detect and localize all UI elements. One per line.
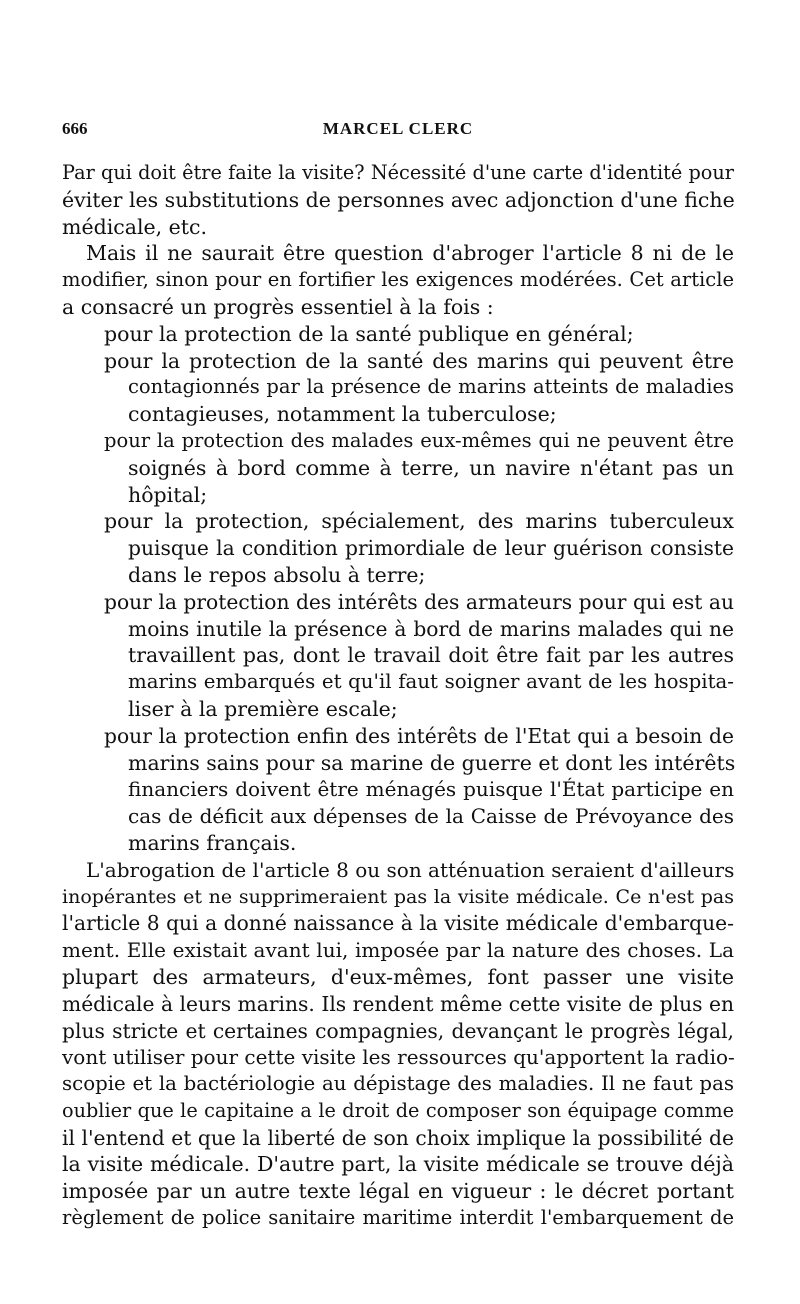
text-line: marins français. — [128, 830, 297, 855]
text-line: financiers doivent être ménagés puisque l'État participe en — [128, 777, 734, 802]
text-line: marins sains pour sa marine de guerre et dont les intérêts — [128, 750, 736, 775]
text-line: plupart des armateurs, d'eux-mêmes, font passer une visite — [62, 964, 734, 989]
text-line: la visite médicale. D'autre part, la visite médicale se trouve déjà — [62, 1152, 734, 1177]
text-line: L'abrogation de l'article 8 ou son atténuation seraient d'ailleurs — [86, 857, 735, 882]
text-line: règlement de police sanitaire maritime interdit l'embarquement de — [62, 1206, 734, 1230]
text-line: l'article 8 qui a donné naissance à la visite médicale d'embarque- — [62, 911, 734, 936]
text-line: cas de déficit aux dépenses de la Caisse de Prévoyance des — [128, 804, 734, 829]
text-line: médicale, etc. — [62, 214, 208, 239]
text-line: Par qui doit être faite la visite? Nécessité d'une carte d'identité pour — [62, 161, 734, 184]
text-line: pour la protection des malades eux-mêmes qui ne peuvent être — [104, 428, 734, 452]
text-line: travaillent pas, dont le travail doit être fait par les autres — [128, 643, 734, 668]
text-line: ment. Elle existait avant lui, imposée par la nature des choses. La — [62, 938, 734, 963]
text-line: puisque la condition primordiale de leur guérison consiste — [128, 536, 734, 561]
text-line: vont utiliser pour cette visite les ressources qu'apportent la radio- — [62, 1045, 735, 1070]
text-line: il l'entend et que la liberté de son choix implique la possibilité de — [62, 1125, 734, 1150]
text-line: pour la protection enfin des intérêts de l'Etat qui a besoin de — [104, 723, 734, 748]
text-line: contagionnés par la présence de marins atteints de maladies — [128, 375, 734, 399]
text-line: pour la protection de la santé des marins qui peuvent être — [104, 348, 734, 373]
text-line: oublier que le capitaine a le droit de composer son équipage comme — [62, 1098, 734, 1122]
text-line: inopérantes et ne supprimeraient pas la visite médicale. Ce n'est pas — [62, 885, 734, 908]
text-line: plus stricte et certaines compagnies, devançant le progrès légal, — [62, 1018, 734, 1043]
text-line: hôpital; — [128, 482, 208, 507]
body-text — [62, 160, 734, 1232]
text-line: pour la protection, spécialement, des marins tuberculeux — [104, 509, 734, 534]
text-line: pour la protection de la santé publique en général; — [104, 321, 634, 346]
text-line: contagieuses, notamment la tuberculose; — [128, 402, 557, 427]
page-header — [62, 119, 734, 145]
text-line: liser à la première escale; — [128, 696, 398, 721]
text-line: dans le repos absolu à terre; — [128, 562, 426, 587]
text-line: scopie et la bactériologie au dépistage des maladies. Il ne faut pas — [62, 1072, 734, 1096]
text-line: a consacré un progrès essentiel à la fois : — [62, 294, 494, 319]
running-title: MARCEL CLERC — [322, 119, 474, 138]
text-line: médicale à leurs marins. Ils rendent même cette visite de plus en — [62, 991, 734, 1016]
text-line: moins inutile la présence à bord de marins malades qui ne — [128, 616, 734, 641]
text-line: soignés à bord comme à terre, un navire n'étant pas un — [128, 455, 734, 480]
text-line: Mais il ne saurait être question d'abroger l'article 8 ni de le — [86, 241, 734, 266]
text-line: pour la protection des intérêts des armateurs pour qui est au — [104, 589, 734, 614]
text-line: imposée par un autre texte légal en vigueur : le décret portant — [62, 1179, 734, 1204]
text-line: éviter les substitutions de personnes avec adjonction d'une fiche — [62, 187, 735, 212]
text-line: marins embarqués et qu'il faut soigner avant de les hospita- — [128, 670, 734, 694]
text-line: modifier, sinon pour en fortifier les exigences modérées. Cet article — [62, 268, 734, 292]
page-number: 666 — [62, 119, 88, 138]
